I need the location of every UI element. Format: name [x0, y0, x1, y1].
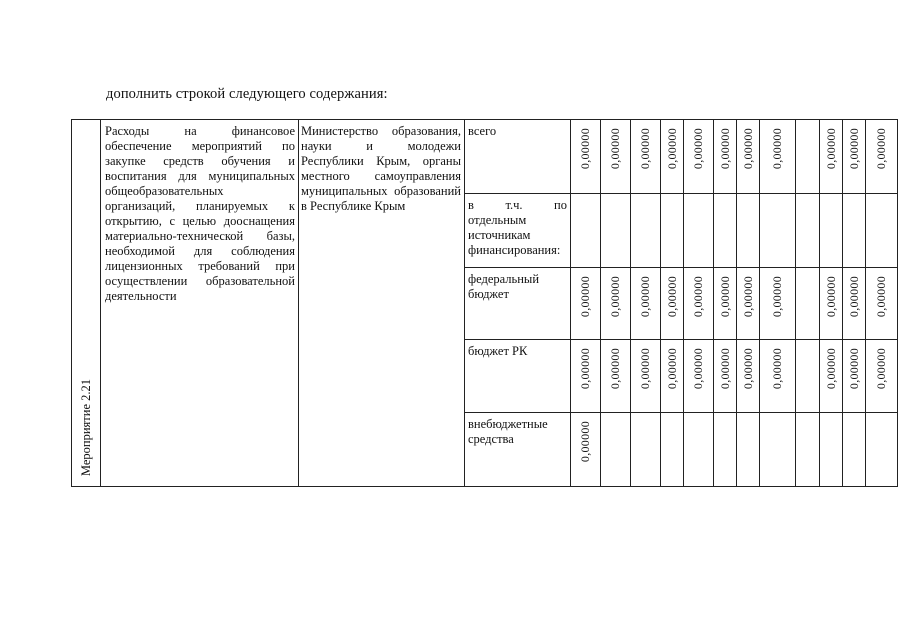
- value-cell: [796, 268, 820, 340]
- value-cell: [631, 120, 661, 194]
- value-cell: [684, 120, 714, 194]
- value-cell: [866, 194, 898, 268]
- value-cell: [820, 340, 843, 413]
- value-text: 0,00000: [874, 128, 888, 170]
- value-text: 0,00000: [717, 348, 732, 390]
- value-text: 0,00000: [691, 348, 705, 390]
- value-cell: [866, 120, 898, 194]
- event-cell: [72, 120, 101, 487]
- description-cell: Расходы на финансовое обеспечение мероприятий по закупке средств обучения и воспитания для муниципальных общеобразовательных организаций, планируемых к открытию, с целью дооснащения материально-технической базы, необходимой для соблюдения лицензионных требований при осуществлении образовательной деятельности: [101, 120, 299, 487]
- value-text: 0,00000: [664, 128, 679, 170]
- source-cell: федеральный бюджет: [465, 268, 571, 340]
- value-text: 0,00000: [578, 348, 592, 390]
- value-cell: [737, 340, 760, 413]
- value-cell: [737, 268, 760, 340]
- value-cell: [571, 120, 601, 194]
- value-text: 0,00000: [770, 128, 784, 170]
- value-cell: [714, 340, 737, 413]
- value-cell: [601, 268, 631, 340]
- value-text: 0,00000: [664, 348, 679, 390]
- value-cell: [760, 268, 796, 340]
- value-cell: [601, 194, 631, 268]
- source-incl-rest: отдельным источникам финансирования:: [468, 213, 561, 257]
- value-text: 0,00000: [717, 128, 732, 170]
- value-text: 0,00000: [740, 348, 755, 390]
- value-cell: [631, 413, 661, 487]
- source-incl-part: по: [554, 198, 567, 212]
- value-cell: [601, 413, 631, 487]
- intro-text: дополнить строкой следующего содержания:: [106, 86, 388, 102]
- value-cell: [760, 413, 796, 487]
- value-text: 0,00000: [608, 128, 622, 170]
- value-cell: [661, 413, 684, 487]
- value-cell: [571, 194, 601, 268]
- value-cell: [661, 268, 684, 340]
- value-text: 0,00000: [578, 421, 592, 463]
- value-cell: [571, 340, 601, 413]
- value-text: 0,00000: [664, 276, 679, 318]
- value-text: 0,00000: [846, 128, 861, 170]
- value-cell: [843, 120, 866, 194]
- value-text: 0,00000: [770, 276, 784, 318]
- value-cell: [796, 194, 820, 268]
- value-text: 0,00000: [823, 348, 838, 390]
- value-cell: [737, 194, 760, 268]
- value-cell: [661, 120, 684, 194]
- value-cell: [661, 194, 684, 268]
- value-cell: [820, 268, 843, 340]
- value-cell: [571, 268, 601, 340]
- value-text: 0,00000: [846, 276, 861, 318]
- value-text: 0,00000: [638, 276, 652, 318]
- value-cell: [684, 194, 714, 268]
- value-cell: [714, 268, 737, 340]
- value-cell: [601, 120, 631, 194]
- value-cell: [796, 120, 820, 194]
- value-cell: [631, 268, 661, 340]
- responsible-cell: Министерство образования, науки и молодежи Республики Крым, органы местного самоуправления муниципальных образований в Республике Крым: [299, 120, 465, 487]
- value-cell: [737, 413, 760, 487]
- value-cell: [820, 194, 843, 268]
- value-text: 0,00000: [638, 128, 652, 170]
- value-text: 0,00000: [740, 128, 755, 170]
- source-cell: бюджет РК: [465, 340, 571, 413]
- source-cell-incl: [465, 194, 571, 268]
- value-text: 0,00000: [874, 348, 888, 390]
- value-cell: [843, 413, 866, 487]
- value-cell: [684, 413, 714, 487]
- value-cell: [571, 413, 601, 487]
- value-text: 0,00000: [691, 128, 705, 170]
- source-incl-part: т.ч.: [505, 198, 523, 212]
- value-text: 0,00000: [717, 276, 732, 318]
- value-text: 0,00000: [608, 348, 622, 390]
- value-text: 0,00000: [740, 276, 755, 318]
- value-cell: [843, 268, 866, 340]
- value-cell: [760, 340, 796, 413]
- value-cell: [866, 413, 898, 487]
- value-cell: [714, 194, 737, 268]
- value-cell: [796, 413, 820, 487]
- value-text: 0,00000: [770, 348, 784, 390]
- value-cell: [820, 413, 843, 487]
- event-label: Мероприятие 2.21: [78, 378, 93, 476]
- value-text: 0,00000: [638, 348, 652, 390]
- value-cell: [820, 120, 843, 194]
- value-text: 0,00000: [823, 128, 838, 170]
- source-cell: всего: [465, 120, 571, 194]
- value-cell: [684, 268, 714, 340]
- value-cell: [714, 120, 737, 194]
- value-text: 0,00000: [608, 276, 622, 318]
- table-row-total: [72, 120, 898, 194]
- value-cell: [843, 340, 866, 413]
- value-cell: [843, 194, 866, 268]
- value-text: 0,00000: [691, 276, 705, 318]
- value-cell: [661, 340, 684, 413]
- value-cell: [866, 340, 898, 413]
- value-cell: [714, 413, 737, 487]
- value-text: 0,00000: [578, 128, 592, 170]
- source-incl-part: в: [468, 198, 474, 212]
- value-cell: [760, 120, 796, 194]
- value-text: 0,00000: [846, 348, 861, 390]
- value-text: 0,00000: [823, 276, 838, 318]
- value-cell: [631, 340, 661, 413]
- value-cell: [631, 194, 661, 268]
- value-cell: [866, 268, 898, 340]
- value-cell: [601, 340, 631, 413]
- value-cell: [796, 340, 820, 413]
- value-text: 0,00000: [874, 276, 888, 318]
- value-cell: [737, 120, 760, 194]
- financing-table: [71, 119, 898, 487]
- value-text: 0,00000: [578, 276, 592, 318]
- value-cell: [760, 194, 796, 268]
- value-cell: [684, 340, 714, 413]
- source-cell: внебюджетные средства: [465, 413, 571, 487]
